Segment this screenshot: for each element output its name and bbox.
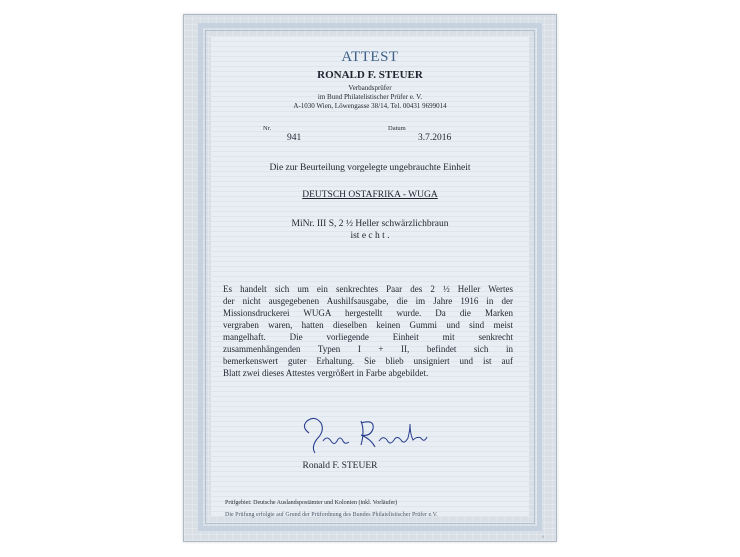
paper-watermark-mark: ◊ — [542, 535, 544, 539]
certificate-body — [211, 37, 529, 517]
description-line: bemerkenswert guter Erhaltung. Sie blieb unsigniert und ist auf — [223, 356, 513, 366]
examiner-name: RONALD F. STEUER — [317, 69, 423, 81]
signature-text: Steuer Ronald — [211, 37, 217, 38]
handwritten-signature — [211, 37, 529, 517]
examiner-role: Verbandsprüfer — [348, 84, 392, 92]
description-line: Missionsdruckerei WUGA hergestellt wurde. Da die Marken — [223, 308, 513, 318]
certificate-title: ATTEST — [341, 49, 399, 65]
examination-basis: Die Prüfung erfolgte auf Grund der Prüfordnung des Bundes Philatelistischer Prüfer e.V. — [225, 512, 438, 518]
description-line: Blatt zwei dieses Attestes vergrößert in Farbe abgebildet. — [223, 368, 429, 378]
date-label: Datum — [388, 125, 406, 132]
description-line: Es handelt sich um ein senkrechtes Paar des 2 ½ Heller Wertes — [223, 284, 513, 294]
certificate-sheet — [183, 14, 557, 542]
catalog-line: MiNr. III S, 2 ½ Heller schwärzlichbraun — [291, 219, 449, 229]
description-line: der nicht ausgegebenen Aushilfsausgabe, die im Jahre 1916 in der — [223, 296, 513, 306]
intro-text: Die zur Beurteilung vorgelegte ungebrauchte Einheit — [269, 163, 471, 173]
certificate-number: 941 — [287, 133, 302, 143]
examiner-address: A-1030 Wien, Löwengasse 38/14, Tel. 00431 9699014 — [293, 102, 447, 110]
certificate-date: 3.7.2016 — [418, 133, 452, 143]
description-line: vergraben waren, hatten dieselben keinen Gummi und sind meist — [223, 320, 513, 330]
verdict-line: ist e c h t . — [350, 231, 390, 241]
examiner-association: im Bund Philatelistischer Prüfer e. V. — [317, 93, 423, 101]
number-label: Nr. — [263, 125, 272, 132]
subject-text: DEUTSCH OSTAFRIKA - WUGA — [302, 190, 438, 200]
examination-scope: Prüfgebiet: Deutsche Auslandspostämter und Kolonien (inkl. Vorläufer) — [225, 500, 398, 506]
description-line: zusammenhängenden Typen I + II, befindet sich in — [223, 344, 513, 354]
description-line: mangelhaft. Die vorliegende Einheit mit senkrecht — [223, 332, 513, 342]
printed-signature-name: Ronald F. STEUER — [302, 461, 378, 471]
